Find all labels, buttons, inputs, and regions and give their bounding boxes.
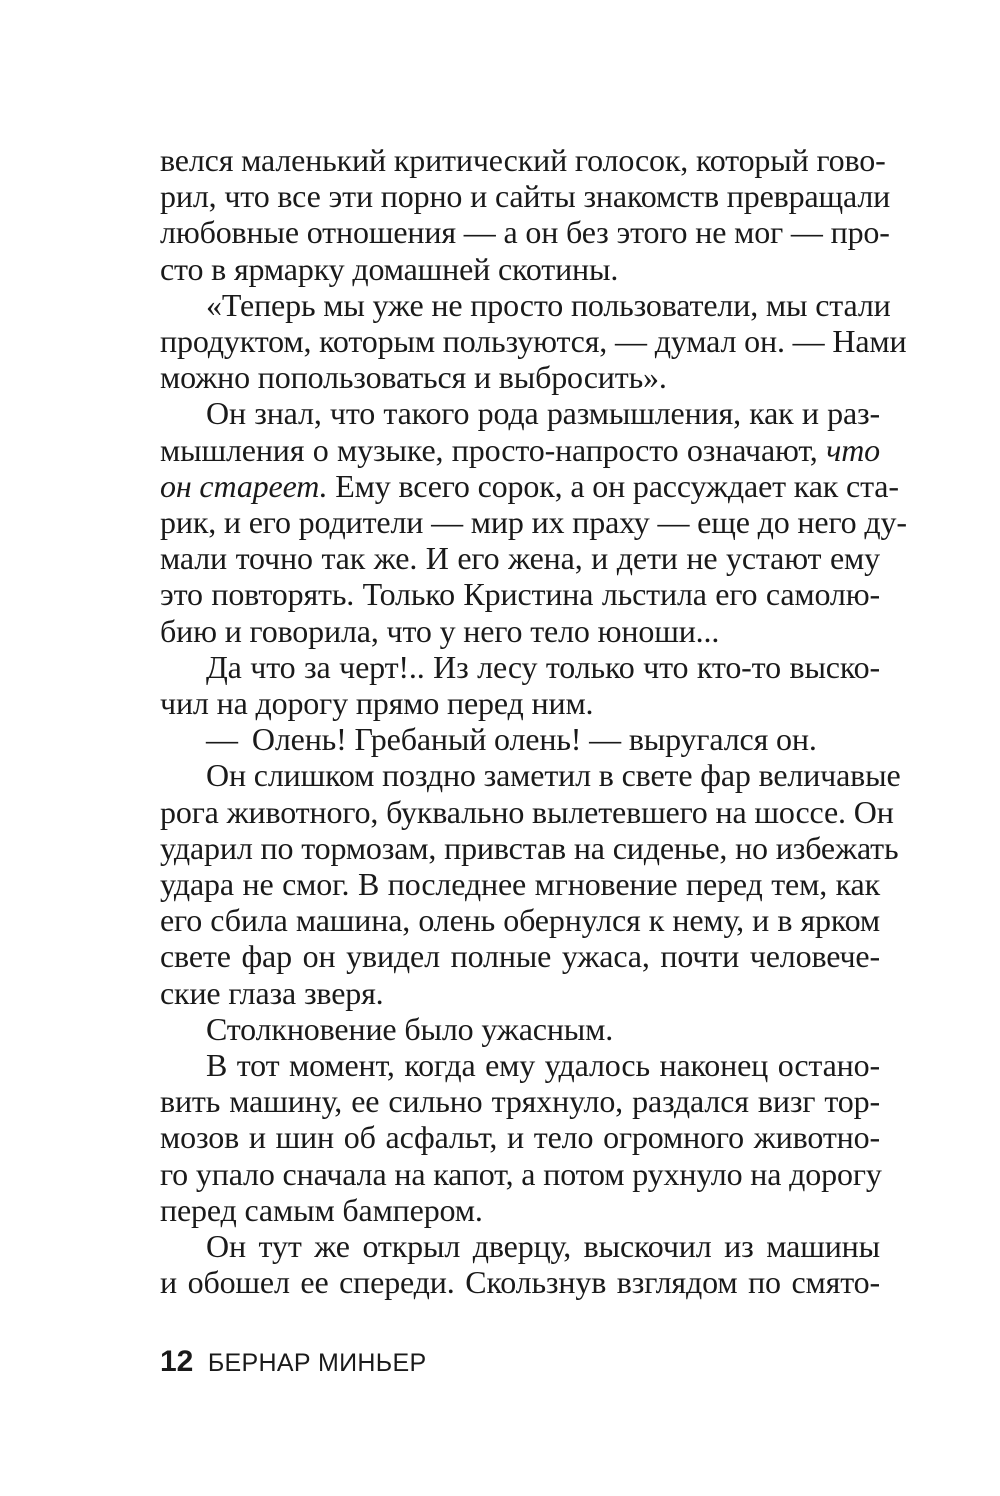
text-line: ские глаза зверя. [160,974,384,1011]
dialogue-text: Олень! Гребаный олень! — выругался он. [251,721,817,758]
dialogue-line [160,721,880,757]
text-line: бию и говорила, что у него тело юноши... [160,612,720,649]
page-footer [160,1345,426,1379]
page-number: 12 [160,1345,194,1378]
text-line: его сбила машина, олень обернулся к нему, и в ярком [160,902,880,939]
dialogue-dash: — [206,721,238,758]
italic-text: что [826,431,881,468]
text-line: свете фар он увидел полные ужаса, почти человече- [160,938,880,975]
text-line: это повторять. Только Кристина льстила его самолю- [160,576,880,613]
text-line: любовные отношения — а он без этого не мог — про- [160,214,890,251]
text-fragment: Ему всего сорок, а он рассуждает как ста- [335,467,899,504]
text-line [160,467,899,504]
text-line: го упало сначала на капот, а потом рухнуло на дорогу [160,1155,882,1192]
body-text [160,142,907,1301]
text-line: чил на дорогу прямо перед ним. [160,685,594,722]
text-line: Столкновение было ужасным. [206,1010,614,1047]
text-line: продуктом, которым пользуются, — думал он. — Нами [160,323,907,360]
text-line: мали точно так же. И его жена, и дети не устают ему [160,540,880,577]
text-line [160,432,880,468]
text-line: ударил по тормозам, привстав на сиденье, но избежать [160,829,899,866]
text-line: Да что за черт!.. Из лесу только что кто-то выско- [206,648,880,685]
text-line: «Теперь мы уже не просто пользователи, мы стали [206,286,891,323]
text-line: Он тут же открыл дверцу, выскочил из машины [206,1228,880,1265]
text-line: мозов и шин об асфальт, и тело огромного животно- [160,1119,880,1156]
text-line: перед самым бампером. [160,1191,483,1228]
italic-text: он стареет. [160,467,328,504]
text-line: В тот момент, когда ему удалось наконец остано- [206,1047,880,1084]
text-line: велся маленький критический голосок, который гово- [160,142,886,178]
text-fragment: мышления о музыке, просто-напросто означают, [160,431,818,468]
text-line: удара не смог. В последнее мгновение перед тем, как [160,866,880,903]
text-line: и обошел ее спереди. Скользнув взглядом по смято- [160,1264,880,1301]
text-line: можно попользоваться и выбросить». [160,359,667,396]
text-line: вить машину, ее сильно тряхнуло, раздался визг тор- [160,1083,880,1120]
text-line: сто в ярмарку домашней скотины. [160,250,619,287]
text-line: рога животного, буквально вылетевшего на шоссе. Он [160,793,894,830]
text-line: Он знал, что такого рода размышления, как и раз- [206,395,880,432]
text-line: рил, что все эти порно и сайты знакомств превращали [160,178,891,215]
text-line: рик, и его родители — мир их праху — еще до него ду- [160,504,907,541]
text-line: Он слишком поздно заметил в свете фар величавые [206,757,901,794]
running-head-author: БЕРНАР МИНЬЕР [207,1349,427,1377]
